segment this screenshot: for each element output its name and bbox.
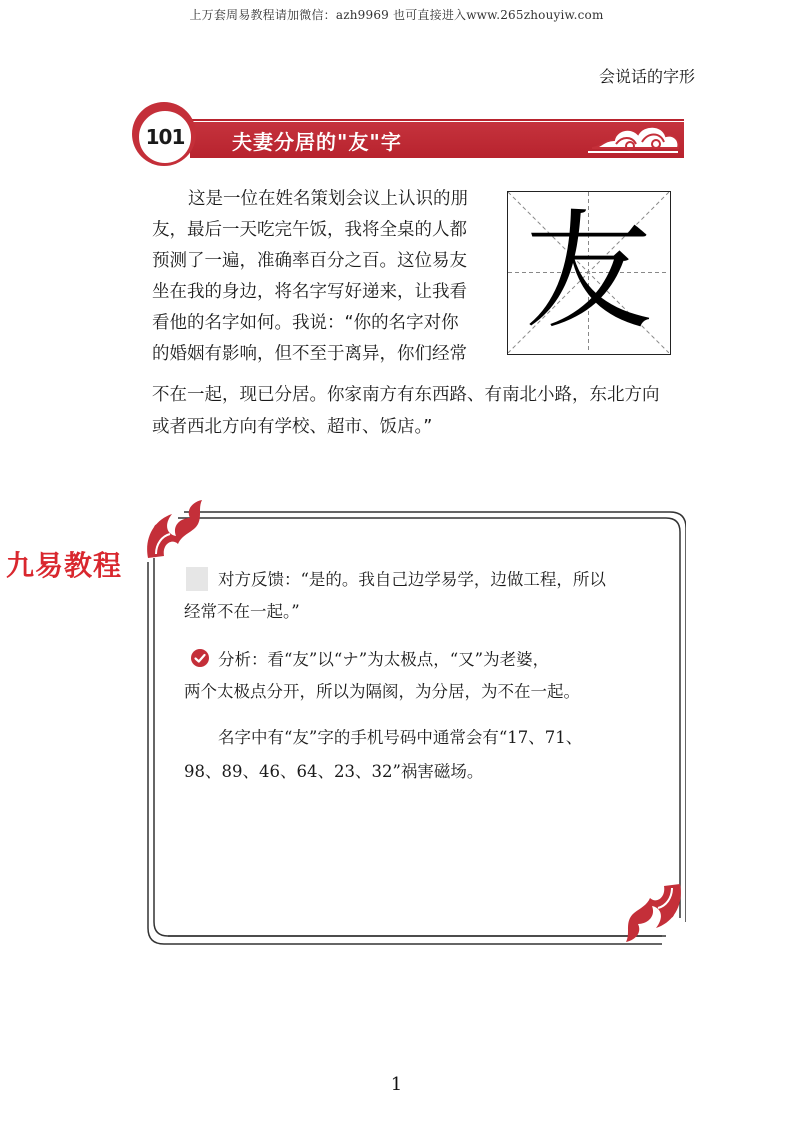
body-line-3: 预测了一遍，准确率百分之百。这位易友 [152, 251, 467, 271]
body-line-8: 或者西北方向有学校、超市、饭店。” [152, 417, 433, 437]
large-character: 友 [524, 197, 653, 347]
number-badge-inner [139, 111, 191, 163]
note-line-2: 98、89、46、64、23、32”祸害磁场。 [184, 762, 484, 781]
corner-flourish-icon [142, 498, 212, 564]
analysis-line-2: 两个太极点分开，所以为隔阂，为分居，为不在一起。 [184, 682, 580, 701]
body-line-6: 的婚姻有影响，但不至于离异，你们经常 [152, 344, 467, 364]
body-line-4: 坐在我的身边，将名字写好递来，让我看 [152, 282, 467, 302]
cloud-ornament-icon [586, 118, 682, 160]
article-title: 夫妻分居的"友"字 [232, 130, 402, 154]
top-watermark: 上万套周易教程请加微信：azh9969 也可直接进入www.265zhouyiw.com [189, 8, 604, 22]
page-number: 1 [390, 1074, 403, 1095]
feedback-line-1: 对方反馈：“是的。我自己边学易学，边做工程，所以 [218, 570, 606, 589]
section-header: 会说话的字形 [598, 67, 695, 86]
article-number: 101 [145, 125, 185, 149]
number-badge [132, 102, 196, 166]
side-watermark: 九易教程 [6, 549, 123, 582]
analysis-line-1: 分析：看“友”以“ナ”为太极点，“又”为老婆， [218, 650, 550, 669]
title-banner [132, 102, 688, 166]
feedback-line-2: 经常不在一起。” [184, 602, 300, 621]
note-line-1: 名字中有“友”字的手机号码中通常会有“17、71、 [218, 728, 583, 747]
body-line-5: 看他的名字如何。我说：“你的名字对你 [152, 313, 459, 333]
body-line-7: 不在一起，现已分居。你家南方有东西路、有南北小路，东北方向 [152, 385, 660, 405]
feedback-marker [186, 567, 208, 591]
check-circle-icon [190, 648, 210, 668]
corner-flourish-icon [616, 878, 686, 944]
character-grid [507, 191, 671, 355]
body-line-2: 友，最后一天吃完午饭，我将全桌的人都 [152, 220, 467, 240]
body-line-1: 这是一位在姓名策划会议上认识的朋 [188, 189, 468, 209]
